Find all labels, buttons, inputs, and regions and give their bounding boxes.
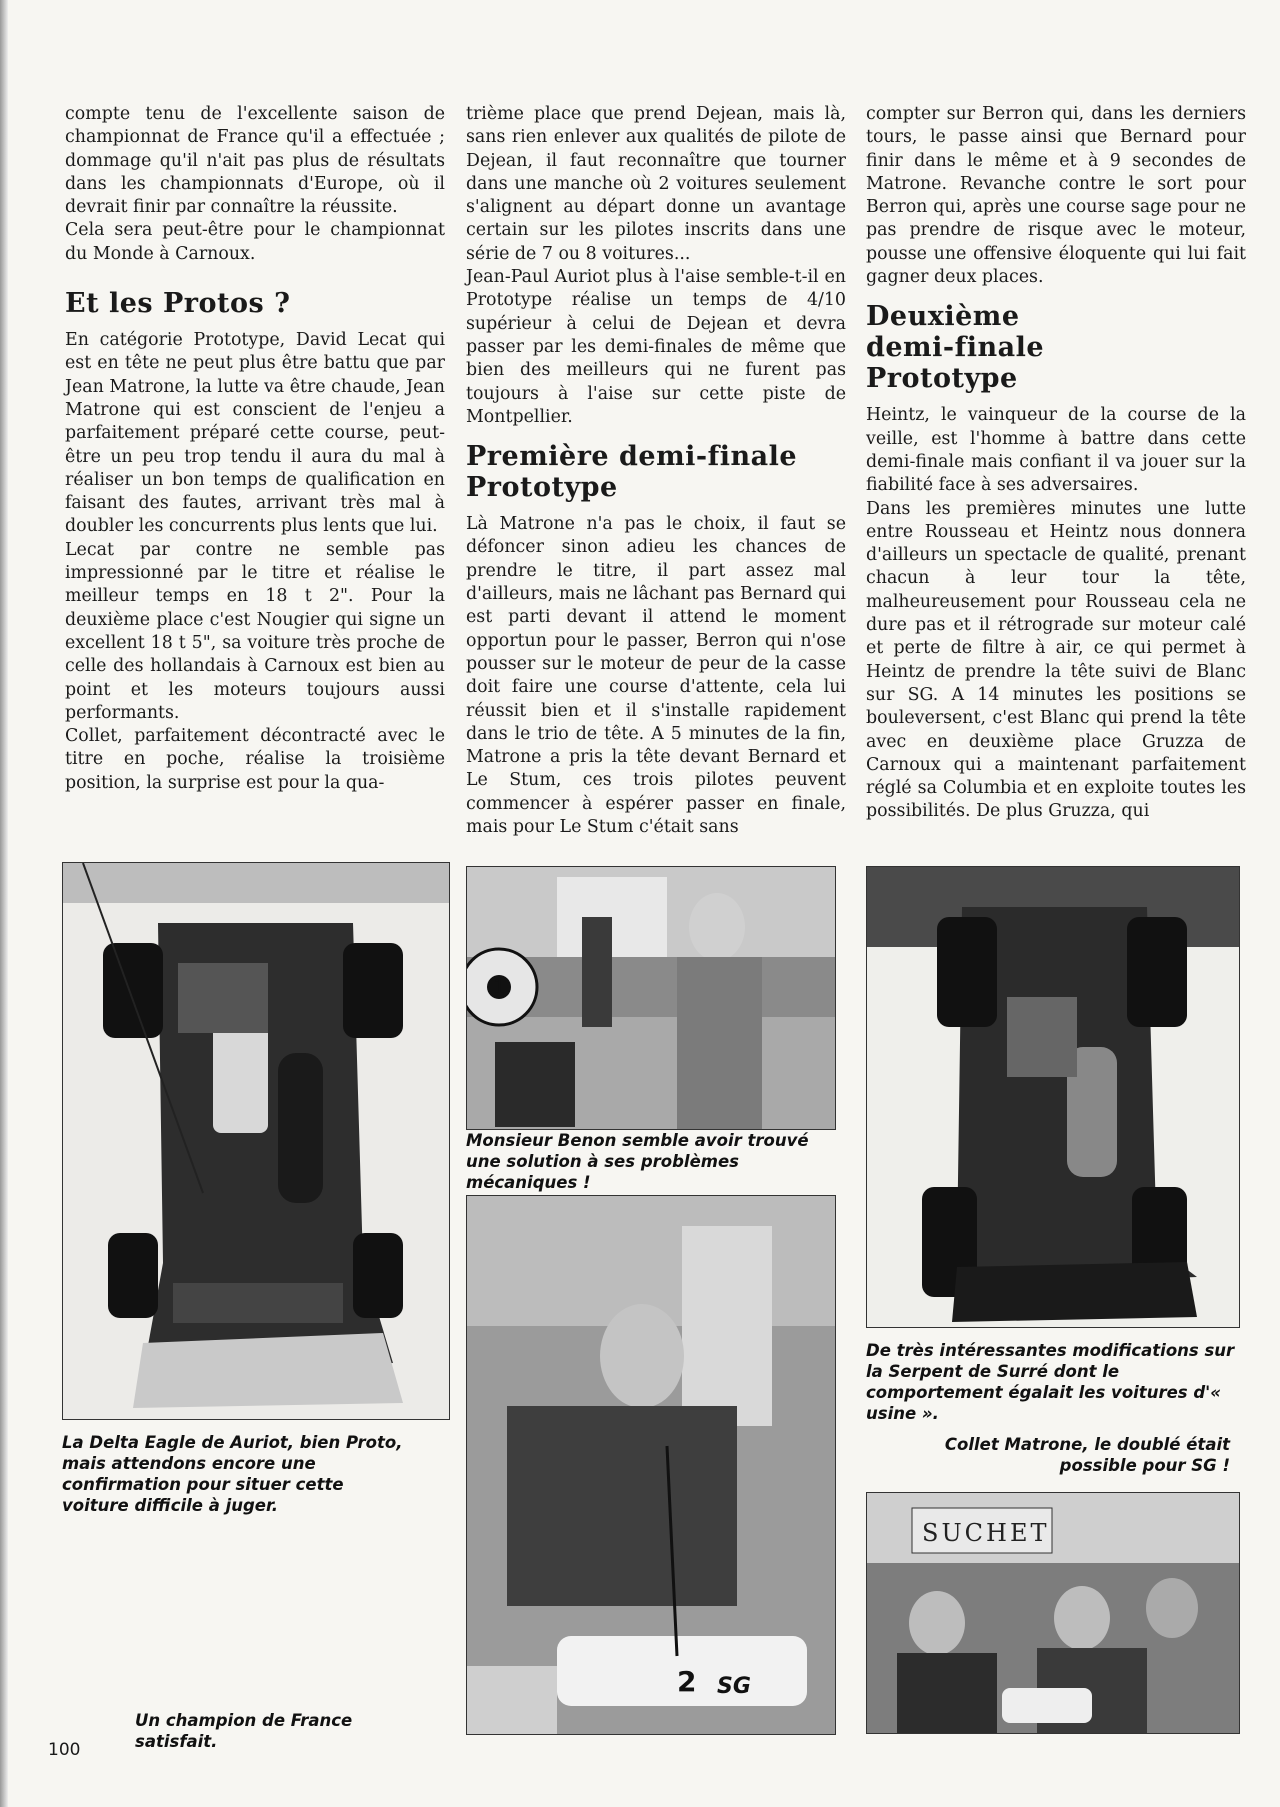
photo-monsieur-benon: [466, 866, 836, 1130]
caption-serpent: De très intéressantes modifications sur la Serpent de Surré dont le comportement égalait les voitures d'« usine ».: [866, 1341, 1235, 1423]
photo-champion-satisfait: [466, 1195, 836, 1735]
paragraph: Jean-Paul Auriot plus à l'aise semble-t-il en Prototype réalise un temps de 4/10 supérieur à celui de Dejean et devra passer par les demi-finales de même que bien des meilleurs qui ne furent pas toujours à l'aise sur cette piste de Montpellier.: [466, 267, 846, 427]
serpent-illustration: [867, 867, 1239, 1327]
paragraph: compte tenu de l'excellente saison de championnat de France qu'il a effectuée ; dommage qu'il n'ait pas plus de résultats dans les championnats d'Europe, où il devrait finir par connaître la réussite.: [65, 104, 445, 218]
section-heading-first-semifinal: Première demi-finale Prototype: [466, 441, 798, 504]
text-column-1: [65, 103, 445, 795]
caption-benon: Monsieur Benon semble avoir trouvé une solution à ses problèmes mécaniques !: [466, 1131, 809, 1192]
caption-collet: Collet Matrone, le doublé était possible pour SG !: [944, 1435, 1230, 1475]
paragraph: compter sur Berron qui, dans les derniers tours, le passe ainsi que Bernard pour finir dans le même et à 9 secondes de Matrone. Revanche contre le sort pour Berron qui, après une course sage pour ne pas prendre de risque avec le moteur, pousse une offensive éloquente qui lui fait gagner deux places.: [866, 104, 1246, 288]
paragraph: Dans les premières minutes une lutte entre Rousseau et Heintz nous donnera d'ailleurs un spectacle de qualité, prenant chacun à leur tour la tête, malheureusement pour Rousseau cela ne dure pas et il rétrograde sur moteur calé et perte de filtre à air, ce qui permet à Heintz de prendre la tête suivi de Blanc sur SG. A 14 minutes les positions se bouleversent, c'est Blanc qui prend la tête avec en deuxième place Gruzza de Carnoux qui a maintenant parfaitement réglé sa Columbia et en exploite toutes les possibilités. De plus Gruzza, qui: [866, 498, 1246, 822]
caption-champion: Un champion de France satisfait.: [135, 1711, 353, 1751]
wheel-number: 1: [493, 975, 506, 999]
paragraph: Cela sera peut-être pour le championnat du Monde à Carnoux.: [65, 220, 445, 264]
photo-delta-eagle-chassis: [62, 862, 450, 1420]
paragraph: Heintz, le vainqueur de la course de la veille, est l'homme à battre dans cette demi-finale mais confiant il va jouer sur la fiabilité face à ses adversaires.: [866, 405, 1246, 496]
section-heading-protos: Et les Protos ?: [65, 288, 291, 320]
page-edge-shadow: [0, 0, 8, 1807]
paragraph: En catégorie Prototype, David Lecat qui est en tête ne peut plus être battu que par Jean Matrone, la lutte va être chaude, Jean Matrone qui est conscient de l'enjeu a parfaitement préparé cette course, peut-être un peu trop tendu il aura du mal à réaliser un bon temps de qualification en faisant des fautes, arrivant très mal à doubler les concurrents plus lents que lui.: [65, 330, 445, 537]
paragraph: Collet, parfaitement décontracté avec le titre en poche, réalise la troisième position, la surprise est pour la qua-: [65, 726, 445, 793]
paragraph: trième place que prend Dejean, mais là, sans rien enlever aux qualités de pilote de Dejean, il faut reconnaître que tourner dans une manche où 2 voitures seulement s'alignent au départ donne un avantage certain sur les pilotes inscrits dans une série de 7 ou 8 voitures...: [466, 104, 846, 264]
caption-auriot: La Delta Eagle de Auriot, bien Proto, mais attendons encore une confirmation pour situer cette voiture difficile à juger.: [62, 1433, 403, 1515]
text-column-3: [866, 103, 1246, 824]
page-number: 100: [48, 1740, 81, 1760]
photo-serpent-car: [866, 866, 1240, 1328]
car-logo: SG: [717, 1674, 751, 1699]
collet-illustration: [867, 1493, 1239, 1733]
car-number: 2: [677, 1665, 697, 1698]
chassis-illustration: [63, 863, 449, 1419]
paragraph: Là Matrone n'a pas le choix, il faut se défoncer sinon adieu les chances de prendre le titre, il part assez mal d'ailleurs, mais ne lâchant pas Bernard qui est parti devant il attend le moment opportun pour le passer, Berron qui n'ose pousser sur le moteur de peur de la casse doit faire une course d'attente, cela lui réussit bien et il s'installe rapidement dans le trio de tête. A 5 minutes de la fin, Matrone a pris la tête devant Bernard et Le Stum, ces trois pilotes peuvent commencer à espérer passer en finale, mais pour Le Stum c'était sans: [466, 514, 846, 838]
benon-illustration: [467, 867, 835, 1129]
photo-collet-matrone: [866, 1492, 1240, 1734]
banner-text: SUCHET: [922, 1519, 1050, 1547]
text-column-2: [466, 103, 846, 839]
section-heading-second-semifinal: Deuxième demi-finale Prototype: [866, 301, 1045, 395]
paragraph: Lecat par contre ne semble pas impressionné par le titre et réalise le meilleur temps en 18 t 2". Pour la deuxième place c'est Nougier qui signe un excellent 18 t 5", sa voiture très proche de celle des hollandais à Carnoux est bien au point et les moteurs toujours aussi performants.: [65, 539, 445, 723]
champion-illustration: [467, 1196, 835, 1734]
